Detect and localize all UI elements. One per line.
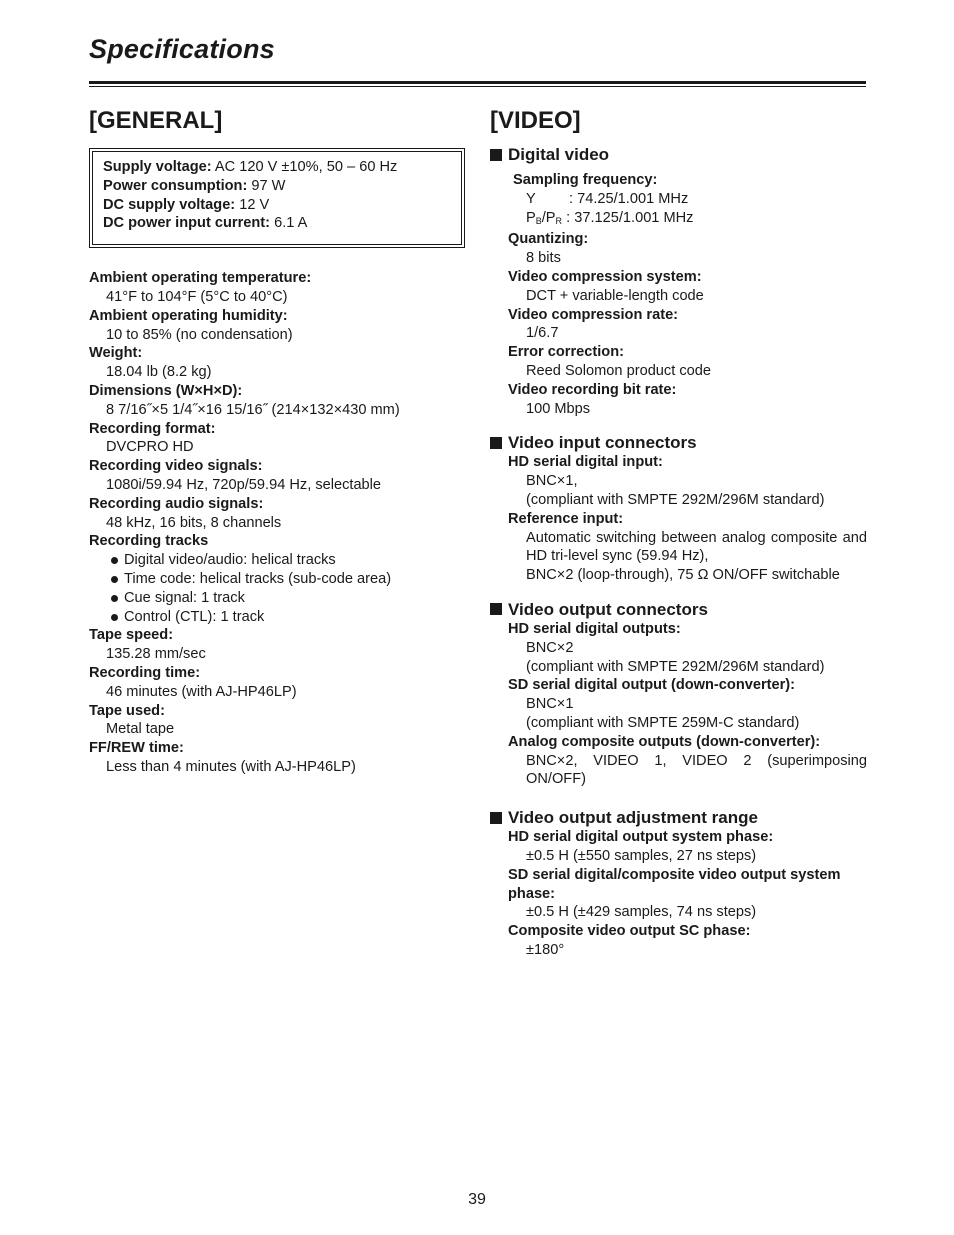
spec-label: SD serial digital/composite video output system phase:: [508, 866, 841, 902]
video-input-list: [508, 453, 867, 585]
digital-video-section: [490, 144, 867, 418]
spec-label: Weight:: [89, 345, 143, 362]
spec-label: Recording video signals:: [89, 458, 263, 475]
spec-label: Recording time:: [89, 664, 201, 681]
bullet-item: Time code: helical tracks (sub-code area): [89, 570, 464, 589]
spec-label: Video compression rate:: [508, 306, 679, 323]
sampling-pbpr: $P_B/P_R$ : 37.125/1.001 MHz: [526, 209, 694, 226]
spec-value: DVCPRO HD: [106, 439, 194, 456]
spec-value: 100 Mbps: [526, 400, 591, 417]
spec-value: 97 W: [251, 177, 286, 194]
video-output-list: [508, 620, 867, 789]
spec-line: [103, 214, 451, 233]
spec-value: Reed Solomon product code: [526, 362, 711, 379]
spec-label: Recording tracks: [89, 533, 209, 550]
spec-value: 12 V: [239, 196, 270, 213]
spec-value: 6.1 A: [274, 215, 308, 232]
spec-item: [89, 739, 464, 777]
spec-item: [89, 420, 464, 458]
power-spec-box: [89, 148, 465, 248]
spec-label: FF/REW time:: [89, 740, 184, 757]
spec-label: Ambient operating temperature:: [89, 270, 312, 287]
spec-label: Error correction:: [508, 344, 624, 361]
recording-tracks: [89, 532, 464, 626]
spec-item: [89, 626, 464, 664]
spec-value: ±180°: [526, 941, 565, 958]
spec-item: [89, 495, 464, 533]
video-adjust-list: [508, 828, 867, 960]
spec-label: Sampling frequency:: [513, 172, 658, 188]
bullet-item: Digital video/audio: helical tracks: [89, 551, 464, 570]
video-adjust-section: [490, 807, 867, 960]
sampling-y: Y : 74.25/1.001 MHz: [526, 190, 689, 207]
spec-value: 46 minutes (with AJ-HP46LP): [106, 683, 297, 700]
spec-value: 1080i/59.94 Hz, 720p/59.94 Hz, selectable: [106, 476, 382, 493]
general-heading: [GENERAL]: [89, 107, 223, 134]
spec-label: DC supply voltage:: [103, 196, 236, 213]
spec-value: Metal tape: [106, 721, 175, 738]
spec-item: [89, 664, 464, 702]
spec-value: BNC×2 (loop-through), 75 Ω ON/OFF switchable: [526, 567, 840, 584]
digital-video-title: Digital video: [490, 144, 867, 165]
bullet-item: Control (CTL): 1 track: [89, 608, 464, 627]
power-spec-box-inner: [92, 151, 462, 245]
square-bullet-icon: [490, 812, 502, 824]
square-bullet-icon: [490, 603, 502, 615]
page-title: Specifications: [89, 34, 275, 64]
spec-value: BNC×1,: [526, 473, 578, 490]
spec-label: HD serial digital outputs:: [508, 620, 681, 637]
spec-item: [89, 382, 464, 420]
spec-line: [103, 196, 451, 215]
spec-label: Video recording bit rate:: [508, 381, 677, 398]
spec-value: 41°F to 104°F (5°C to 40°C): [106, 288, 288, 305]
video-heading: [VIDEO]: [490, 107, 581, 134]
spec-item: [89, 457, 464, 495]
spec-value: AC 120 V ±10%, 50 – 60 Hz: [214, 159, 398, 175]
spec-value: 8 7/16˝×5 1/4˝×16 15/16˝ (214×132×430 mm): [106, 401, 400, 418]
spec-value: Automatic switching between analog composite and HD tri-level sync (59.94 Hz),: [526, 529, 867, 565]
video-adjust-title: Video output adjustment range: [490, 807, 867, 828]
spec-label: Recording format:: [89, 420, 216, 437]
spec-value: BNC×2, VIDEO 1, VIDEO 2 (superimposing ON/OFF): [526, 752, 867, 788]
spec-label: Quantizing:: [508, 231, 589, 248]
spec-label: HD serial digital output system phase:: [508, 829, 774, 846]
spec-value: Less than 4 minutes (with AJ-HP46LP): [106, 758, 356, 775]
bullet-item: Cue signal: 1 track: [89, 589, 464, 608]
spec-value: (compliant with SMPTE 259M-C standard): [526, 714, 800, 731]
spec-label: HD serial digital input:: [508, 454, 663, 471]
spec-label: Tape used:: [89, 702, 165, 719]
general-column: [89, 106, 464, 777]
spec-value: 1/6.7: [526, 325, 559, 342]
spec-label: Tape speed:: [89, 627, 174, 644]
spec-value: 10 to 85% (no condensation): [106, 326, 293, 343]
spec-label: Recording audio signals:: [89, 495, 264, 512]
spec-value: (compliant with SMPTE 292M/296M standard): [526, 658, 825, 675]
spec-value: 135.28 mm/sec: [106, 646, 206, 663]
page-number: 39: [468, 1191, 486, 1208]
video-column: [490, 106, 867, 974]
spec-value: ±0.5 H (±550 samples, 27 ns steps): [526, 847, 757, 864]
spec-value: BNC×1: [526, 696, 574, 713]
video-input-title: Video input connectors: [490, 432, 867, 453]
title-rule: [89, 81, 866, 87]
spec-label: Analog composite outputs (down-converter):: [508, 733, 821, 750]
spec-item: [89, 269, 464, 307]
spec-label: Ambient operating humidity:: [89, 307, 288, 324]
spec-label: Dimensions (W×H×D):: [89, 382, 243, 399]
video-input-section: [490, 432, 867, 585]
spec-label: Video compression system:: [508, 268, 702, 285]
spec-label: DC power input current:: [103, 215, 271, 232]
spec-line: [103, 177, 451, 196]
digital-video-list: [508, 171, 867, 418]
square-bullet-icon: [490, 149, 502, 161]
spec-item: [89, 344, 464, 382]
video-output-section: [490, 599, 867, 789]
spec-label: Power consumption:: [103, 177, 248, 194]
video-output-title: Video output connectors: [490, 599, 867, 620]
spec-item: [89, 702, 464, 740]
spec-value: DCT + variable-length code: [526, 287, 704, 304]
spec-label: Supply voltage:: [103, 159, 212, 175]
spec-value: 8 bits: [526, 250, 561, 267]
spec-line: [103, 158, 451, 177]
spec-value: BNC×2: [526, 639, 574, 656]
spec-label: SD serial digital output (down-converter):: [508, 677, 796, 694]
spec-value: (compliant with SMPTE 292M/296M standard): [526, 491, 825, 508]
spec-value: ±0.5 H (±429 samples, 74 ns steps): [526, 904, 757, 921]
spec-item: [89, 307, 464, 345]
square-bullet-icon: [490, 437, 502, 449]
spec-value: 18.04 lb (8.2 kg): [106, 364, 212, 381]
spec-label: Composite video output SC phase:: [508, 923, 751, 940]
spec-value: 48 kHz, 16 bits, 8 channels: [106, 514, 282, 531]
spec-label: Reference input:: [508, 510, 624, 527]
